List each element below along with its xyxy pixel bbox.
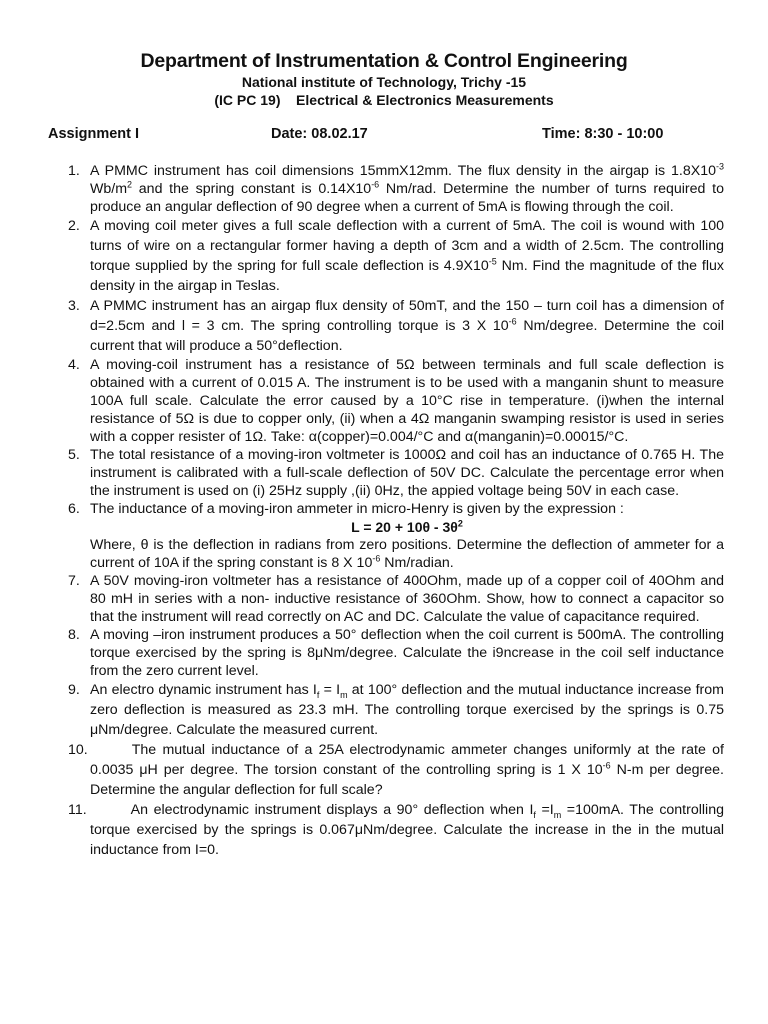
- question-text: A 50V moving-iron voltmeter has a resistance of 400Ohm, made up of a copper coil of 40Ohm and 80 mH in series with a non- inductive resistance of 360Ohm. Show, how to connect a capacitor so that the instrument will read correctly on AC and DC. Calculate the value of capacitance required.: [90, 573, 724, 625]
- question-text: Nm/degree. Determine the coil current that will produce a 50°deflection.: [90, 318, 724, 354]
- department-title: Department of Instrumentation & Control Engineering: [140, 50, 628, 72]
- question-number: 3.: [68, 298, 80, 314]
- institute-name: National institute of Technology, Trichy -15: [241, 74, 527, 90]
- question-text: The inductance of a moving-iron ammeter in micro-Henry is given by the expression :: [90, 501, 624, 517]
- superscript: -6: [371, 179, 380, 190]
- question-number: 9.: [68, 682, 80, 698]
- question-body: [90, 626, 724, 680]
- question-number: 1.: [68, 163, 80, 179]
- question-item: [68, 500, 724, 572]
- superscript: -5: [488, 256, 497, 267]
- question-body: [90, 500, 724, 518]
- question-text: Nm/rad. Determine the number of turns required to produce an angular deflection of 90 degree when a current of 5mA is flowing through the coil.: [90, 181, 724, 215]
- question-text: The mutual inductance of a 25A electrodynamic ammeter changes uniformly at the rate of 0.0035 μH per degree. The torsion constant of the controlling spring is 1 X 10: [90, 742, 724, 778]
- question-text: =I: [535, 802, 554, 818]
- question-item: [68, 680, 724, 740]
- question-text: A PMMC instrument has coil dimensions 15mmX12mm. The flux density in the airgap is 1.8X10: [90, 163, 716, 179]
- superscript: -3: [715, 161, 724, 172]
- question-body: [90, 162, 724, 216]
- question-body: [68, 800, 724, 860]
- question-body: [90, 446, 724, 500]
- subscript: m: [340, 689, 348, 700]
- question-item: [68, 572, 724, 626]
- inductance-formula: [90, 518, 724, 536]
- question-number: 5.: [68, 447, 80, 463]
- question-text: Nm/radian.: [380, 555, 454, 571]
- question-text: A moving –iron instrument produces a 50° deflection when the coil current is 500mA. The controlling torque exercised by the spring is 8μNm/degree. Calculate the i9ncrease in the coil self inductance from the zero current level.: [90, 627, 724, 679]
- question-body: [90, 296, 724, 356]
- question-item: [68, 800, 724, 860]
- question-item: [68, 626, 724, 680]
- question-item: [68, 740, 724, 800]
- question-body: [90, 680, 724, 740]
- assignment-time: Time: 8:30 - 10:00: [542, 126, 664, 142]
- question-text: = I: [319, 682, 341, 698]
- question-text: An electrodynamic instrument displays a 90° deflection when I: [130, 802, 534, 818]
- question-number: 11.: [68, 802, 87, 818]
- question-list: [68, 162, 724, 860]
- question-text: Wb/m: [90, 181, 128, 197]
- question-number: 10.: [68, 742, 88, 758]
- question-number: 2.: [68, 218, 80, 234]
- question-text: Where, θ is the deflection in radians from zero positions. Determine the deflection of ammeter for a current of 10A if the spring constant is 8 X 10: [90, 537, 724, 571]
- question-text: An electro dynamic instrument has I: [90, 682, 317, 698]
- question-text: A moving-coil instrument has a resistance of 5Ω between terminals and full scale deflection is obtained with a current of 0.015 A. The instrument is to be used with a manganin shunt to measure 100A full scale. Calculate the error caused by a 10°C rise in temperature. (i)when the internal resistance of 5Ω is due to copper only, (ii) when a 4Ω manganin swamping resistor is used in series with a copper resister of 1Ω. Take: α(copper)=0.004/°C and α(manganin)=0.00015/°C.: [90, 357, 724, 445]
- question-number: 8.: [68, 627, 80, 643]
- subscript: m: [553, 809, 562, 820]
- question-number: 6.: [68, 501, 80, 517]
- question-continuation: [90, 536, 724, 572]
- question-text: L = 20 + 10θ - 3θ: [351, 519, 458, 535]
- superscript: 2: [457, 518, 463, 529]
- question-body: [90, 572, 724, 626]
- question-text: N-m per degree. Determine the angular deflection for full scale?: [90, 762, 724, 798]
- assignment-date: Date: 08.02.17: [271, 126, 368, 142]
- course-title: (IC PC 19) Electrical & Electronics Measurements: [214, 92, 554, 108]
- superscript: -6: [602, 760, 611, 771]
- question-body: [90, 216, 724, 296]
- question-text: The total resistance of a moving-iron voltmeter is 1000Ω and coil has an inductance of 0.765 H. The instrument is calibrated with a full-scale deflection of 50V DC. Calculate the percentage error when the instrument is used on (i) 25Hz supply ,(ii) 0Hz, the appied voltage being 50V in each case.: [90, 447, 724, 499]
- question-item: [68, 162, 724, 216]
- superscript: -6: [508, 316, 517, 327]
- question-text: =100mA. The controlling torque exercised by the springs is 0.067μNm/degree. Calculate the increase in the in the mutual inductance from I=0.: [90, 802, 724, 858]
- question-item: [68, 446, 724, 500]
- document-header: [0, 49, 768, 109]
- question-body: [90, 356, 724, 446]
- question-number: 4.: [68, 357, 80, 373]
- question-text: and the spring constant is 0.14X10: [132, 181, 372, 197]
- question-text: A PMMC instrument has an airgap flux density of 50mT, and the 150 – turn coil has a dimension of d=2.5cm and l = 3 cm. The spring controlling torque is 3 X 10: [90, 298, 724, 334]
- question-number: 7.: [68, 573, 80, 589]
- subscript: f: [316, 689, 320, 700]
- superscript: -6: [372, 553, 381, 564]
- question-text: A moving coil meter gives a full scale deflection with a current of 5mA. The coil is wound with 100 turns of wire on a rectangular former having a depth of 3cm and a width of 2.5cm. The controlling torque supplied by the spring for full scale deflection is 4.9X10: [90, 218, 724, 274]
- assignment-label: Assignment I: [48, 126, 140, 142]
- question-item: [68, 296, 724, 356]
- question-body: [68, 740, 724, 800]
- question-text: Nm. Find the magnitude of the flux density in the airgap in Teslas.: [90, 258, 724, 294]
- subscript: f: [533, 809, 536, 820]
- question-text: at 100° deflection and the mutual inductance increase from zero deflection is measured as 23.3 mH. The controlling torque exercised by the springs is 0.75 μNm/degree. Calculate the measured current.: [90, 682, 724, 738]
- question-item: [68, 356, 724, 446]
- assignment-meta-row: [0, 126, 768, 144]
- question-item: [68, 216, 724, 296]
- superscript: 2: [127, 179, 133, 190]
